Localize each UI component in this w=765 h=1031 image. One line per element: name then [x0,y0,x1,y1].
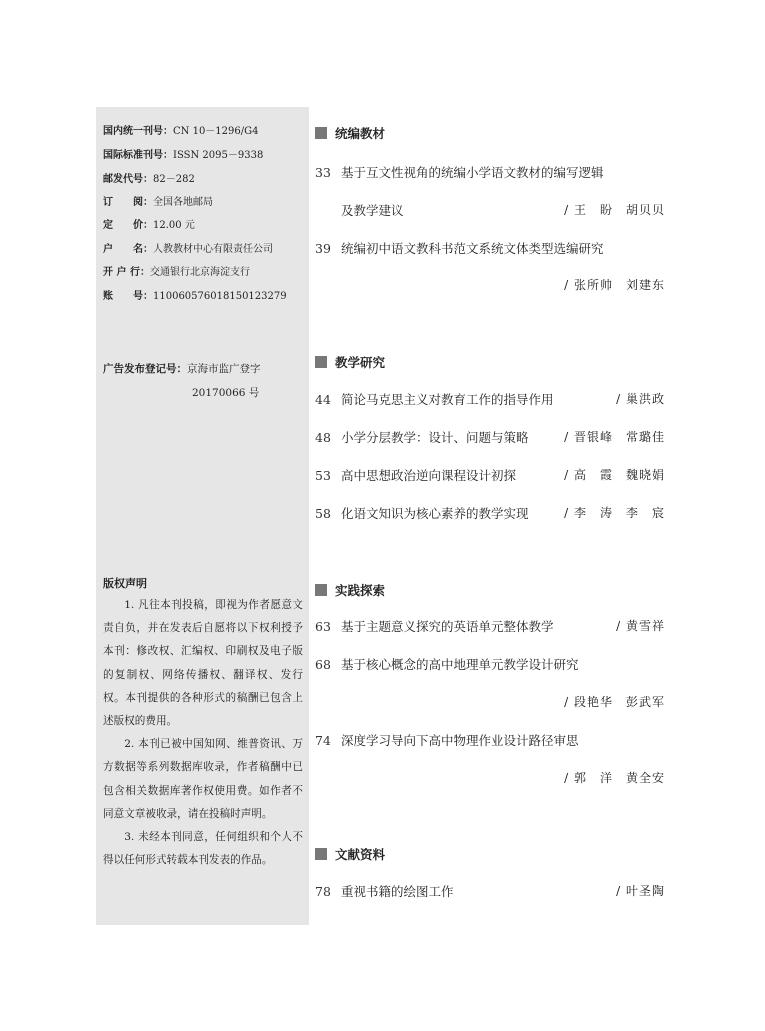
section-header: 教学研究 [315,353,385,371]
toc-author: / 张所帅 刘建东 [564,278,665,292]
toc-entry[interactable]: 78 重视书籍的绘图工作 [315,884,454,899]
copyright-paragraph: 2. 本刊已被中国知网、维普资讯、万方数据等系列数据库收录，作者稿酬中已包含相关数据库著作权使用费。如作者不同意文章被收录，请在投稿时声明。 [103,738,303,820]
cn-number: 国内统一刊号：CN 10－1296/G4 [103,126,259,137]
toc-entry[interactable]: 44 简论马克思主义对教育工作的指导作用 [315,392,554,407]
section-marker-icon [315,356,327,368]
copyright-paragraph: 1. 凡往本刊投稿，即视为作者愿意文责自负，并在发表后自愿将以下权利授予本刊：修改权、汇编权、印刷权及电子版的复制权、网络传播权、翻译权、发行权。本刊提供的各种形式的稿酬已包含上述版权的费用。 [103,599,303,728]
toc-author: / 晋银峰 常璐佳 [564,430,665,444]
section-header: 文献资料 [315,845,385,863]
toc-entry[interactable]: 58 化语文知识为核心素养的教学实现 [315,506,529,521]
subscription: 订 阅：全国各地邮局 [103,197,213,208]
price: 定 价：12.00 元 [103,220,195,231]
toc-entry[interactable]: 48 小学分层教学：设计、问题与策略 [315,430,529,445]
toc-entry[interactable]: 39 统编初中语文教科书范文系统文体类型选编研究 [315,241,604,256]
account-number: 账 号：110060576018150123279 [103,291,287,302]
toc-author: / 高 霞 魏晓娟 [564,468,665,482]
ad-registration: 广告发布登记号：京海市监广登字 [103,363,261,375]
copyright-paragraph: 3. 未经本刊同意，任何组织和个人不得以任何形式转载本刊发表的作品。 [103,831,303,867]
toc-author: / 段艳华 彭武军 [564,695,665,709]
toc-entry[interactable]: 74 深度学习导向下高中物理作业设计路径审思 [315,733,579,748]
copyright-title: 版权声明 [103,577,147,590]
bank: 开 户 行：交通银行北京海淀支行 [103,267,250,278]
section-marker-icon [315,584,327,596]
section-header: 实践探索 [315,581,385,599]
postal-code: 邮发代号：82－282 [103,174,195,185]
toc-entry[interactable]: 63 基于主题意义探究的英语单元整体教学 [315,619,554,634]
toc-entry[interactable]: 53 高中思想政治逆向课程设计初探 [315,468,517,483]
toc-author: / 李 涛 李 宸 [564,506,665,520]
copyright-body [103,594,303,872]
toc-entry[interactable]: 33 基于互文性视角的统编小学语文教材的编写逻辑 [315,165,604,180]
toc-entry[interactable]: 68 基于核心概念的高中地理单元教学设计研究 [315,657,579,672]
toc-author: / 黄雪祥 [616,619,665,633]
toc-author: / 叶圣陶 [616,884,665,898]
toc-author: / 巢洪政 [616,392,665,406]
section-marker-icon [315,848,327,860]
issn-number: 国际标准刊号：ISSN 2095－9338 [103,150,264,161]
account-name: 户 名：人教教材中心有限责任公司 [103,244,273,255]
toc-author: / 王 盼 胡贝贝 [564,203,665,217]
section-marker-icon [315,127,327,139]
toc-entry-continued: 及教学建议 [341,203,404,218]
ad-registration-number: 20170066 号 [192,387,260,399]
toc-author: / 郭 洋 黄全安 [564,771,665,785]
section-header: 统编教材 [315,124,385,142]
